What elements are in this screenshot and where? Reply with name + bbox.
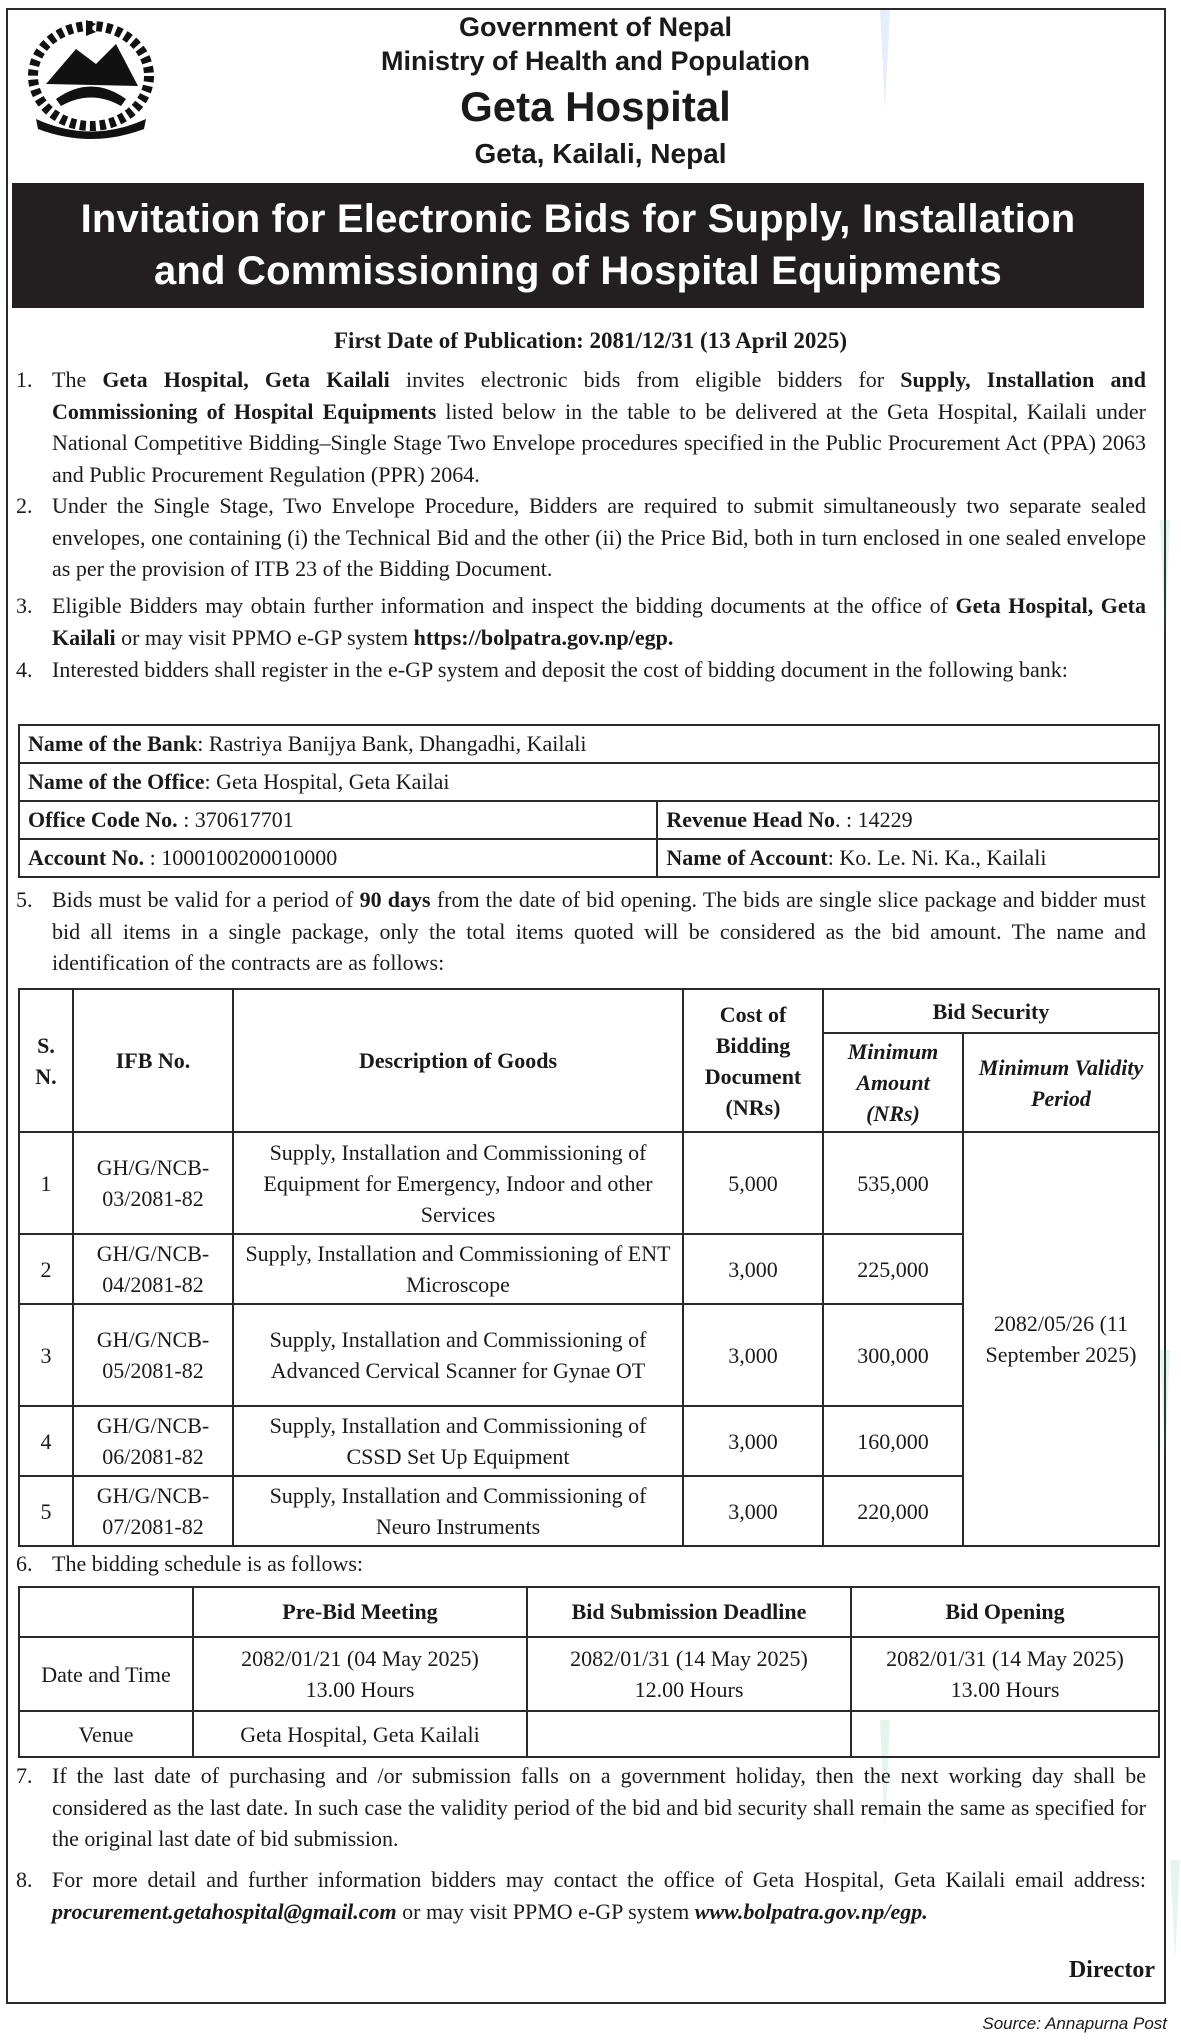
paragraph-4: 4. Interested bidders shall register in the e-GP system and deposit the cost of bidding document in the following bank: <box>16 657 1068 682</box>
table-row: Date and Time 2082/01/21 (04 May 2025) 13.00 Hours 2082/01/31 (14 May 2025) 12.00 Hours 2082/01/31 (14 May 2025) 13.00 Hours <box>19 1637 1159 1711</box>
table-row: 4 GH/G/NCB-06/2081-82 Supply, Installation and Commissioning of CSSD Set Up Equipment 3,000 160,000 <box>19 1406 1159 1476</box>
table-header-row <box>19 989 1159 1033</box>
hospital-address: Geta, Kailali, Nepal <box>474 138 727 169</box>
source-credit: Source: Annapurna Post <box>982 2014 1167 2033</box>
header-description: Description of Goods <box>233 989 683 1132</box>
table-header-row: Pre-Bid Meeting Bid Submission Deadline Bid Opening <box>19 1587 1159 1637</box>
bank-details-table <box>18 724 1160 878</box>
banner-line-1: Invitation for Electronic Bids for Supply, Installation <box>80 197 1076 241</box>
header <box>0 10 1181 172</box>
table-row: Name of the Bank: Rastriya Banijya Bank, Dhangadhi, Kailali <box>19 725 1159 763</box>
ministry-name: Ministry of Health and Population <box>380 46 810 76</box>
paragraph-6: 6. The bidding schedule is as follows: <box>16 1551 364 1576</box>
egp-link[interactable]: https://bolpatra.gov.np/egp. <box>413 624 674 650</box>
table-row: Account No. : 1000100200010000 Name of Account: Ko. Le. Ni. Ka., Kailali <box>19 839 1159 877</box>
validity-period: 2082/05/26 (11 September 2025) <box>963 1132 1159 1546</box>
email-link[interactable]: procurement.getahospital@gmail.com <box>52 1898 397 1924</box>
header-ifb: IFB No. <box>73 989 233 1132</box>
table-row: 5 GH/G/NCB-07/2081-82 Supply, Installation and Commissioning of Neuro Instruments 3,000 220,000 <box>19 1476 1159 1546</box>
paragraph-3: 3. Eligible Bidders may obtain further information and inspect the bidding documents at the office of Geta Hospital, Geta Kailali or may visit PPMO e-GP system https://bolpatra.gov.np/egp. <box>16 593 1146 650</box>
paragraph-8: 8. For more detail and further information bidders may contact the office of Geta Hospital, Geta Kailali email address: procurement.getahospital@gmail.com or may visit PPMO e-GP system www.bolpatra.gov.np/egp. <box>16 1867 1146 1924</box>
table-row: Name of the Office: Geta Hospital, Geta Kailai <box>19 763 1159 801</box>
banner-line-2: and Commissioning of Hospital Equipments <box>153 249 1003 293</box>
paragraph-7: 7. If the last date of purchasing and /or submission falls on a government holiday, then the next working day shall be considered as the last date. In such case the validity period of the bid and bid security shall remain the same as specified for the original last date of bid submission. <box>16 1763 1146 1851</box>
table-row: 2 GH/G/NCB-04/2081-82 Supply, Installation and Commissioning of ENT Microscope 3,000 225,000 <box>19 1234 1159 1304</box>
signature: Director <box>1068 1957 1155 1983</box>
contracts-table <box>18 988 1160 1547</box>
header-sn: S. N. <box>19 989 73 1132</box>
bolpatra-link[interactable]: www.bolpatra.gov.np/egp. <box>694 1898 928 1924</box>
header-min-amount: Minimum Amount (NRs) <box>823 1033 963 1132</box>
hospital-name: Geta Hospital <box>460 83 731 130</box>
header-cost: Cost of Bidding Document (NRs) <box>683 989 823 1132</box>
notice-title-banner <box>12 183 1144 308</box>
government-name: Government of Nepal <box>458 12 733 42</box>
paragraph-2: 2. Under the Single Stage, Two Envelope Procedure, Bidders are required to submit simultaneously two separate sealed envelopes, one containing (i) the Technical Bid and the other (ii) the Price Bid, both in turn enclosed in one sealed envelope as per the provision of ITB 23 of the Bidding Document. <box>16 493 1146 581</box>
publication-date: First Date of Publication: 2081/12/31 (13 April 2025) <box>334 328 847 353</box>
bidding-schedule-table <box>18 1586 1160 1758</box>
header-validity: Minimum Validity Period <box>963 1033 1159 1132</box>
header-bid-security: Bid Security <box>823 989 1159 1033</box>
paragraph-1: 1. The Geta Hospital, Geta Kailali invites electronic bids from eligible bidders for Supply, Installation and Commissioning of Hospital Equipments listed below in the table to be delivered at the Geta Hospital, Kailali under National Competitive Bidding–Single Stage Two Envelope procedures specified in the Public Procurement Act (PPA) 2063 and Public Procurement Regulation (PPR) 2064. <box>16 367 1147 487</box>
table-row: 1 GH/G/NCB-03/2081-82 Supply, Installation and Commissioning of Equipment for Emergency, Indoor and other Services 5,000 535,000 2082/05/26 (11 September 2025) <box>19 1132 1159 1234</box>
table-row: 3 GH/G/NCB-05/2081-82 Supply, Installation and Commissioning of Advanced Cervical Scanner for Gynae OT 3,000 300,000 <box>19 1304 1159 1406</box>
table-row: Venue Geta Hospital, Geta Kailali <box>19 1711 1159 1757</box>
table-row: Office Code No. : 370617701 Revenue Head No. : 14229 <box>19 801 1159 839</box>
paragraph-5: 5. Bids must be valid for a period of 90 days from the date of bid opening. The bids are single slice package and bidder must bid all items in a single package, only the total items quoted will be considered as the bid amount. The name and identification of the contracts are as follows: <box>16 887 1146 975</box>
